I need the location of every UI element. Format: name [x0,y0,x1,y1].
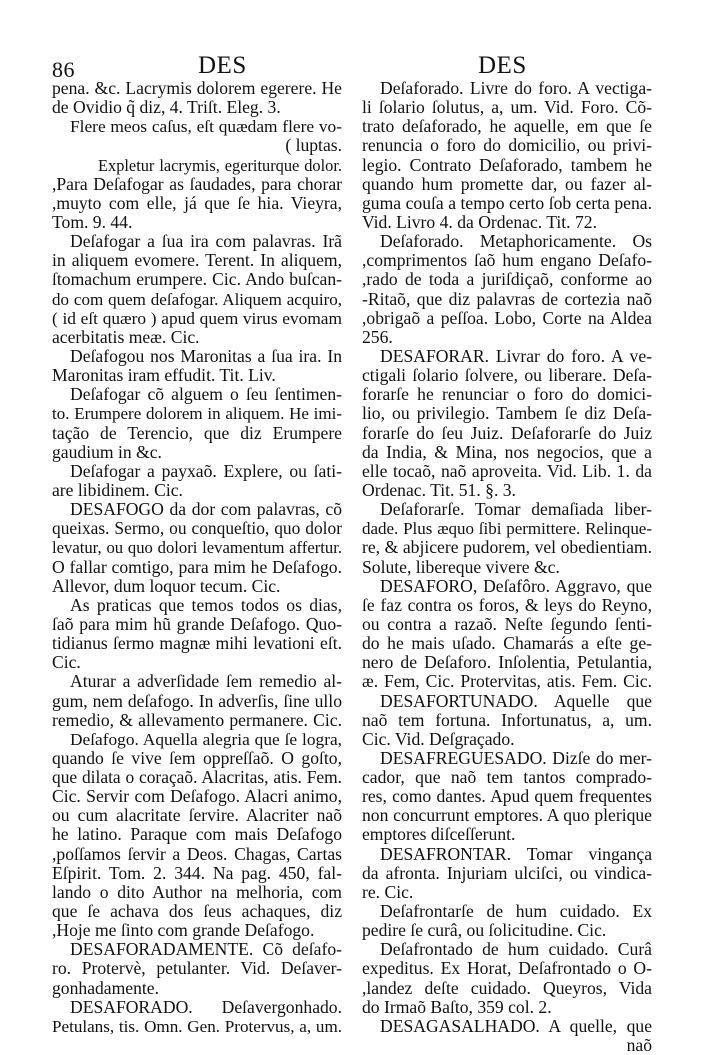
text-line: Tom. 9. 44. [52,212,133,232]
text-line: DESAFREGUESADO. Dizſe do mer- [380,748,652,768]
text-line: ( id eſt quæro ) apud quem virus evomam [52,308,342,328]
text-line: ( luptas. [285,136,342,156]
text-line: acerbitatis meæ. Cic. [52,327,200,347]
text-line: æ. Fem, Cic. Protervitas, atis. Fem. Cic. [362,672,652,692]
text-line: levatur, ou quo dolori levamentum affertur. [52,538,342,558]
text-line: da afronta. Injuriam ulciſci, ou vindica- [362,863,652,883]
text-line: O fallar comtigo, para mim he Deſafogo. [52,557,342,577]
text-line: ,poſſamos ſervir a Deos. Chagas, Cartas [52,844,342,864]
text-line: Petulans, tis. Omn. Gen. Protervus, a, um. [52,1016,342,1036]
text-line: non concurrunt emptores. A quo plerique [362,806,652,826]
text-line: dade. Plus æquo ſibi permittere. Relinque- [362,519,652,539]
right-running-head: DES [478,52,527,79]
text-line: to. Erumpere dolorem in aliquem. He imi- [52,404,342,424]
text-line: Expletur lacrymis, egeriturque dolor. [98,155,342,175]
text-line: Cic. Servir com Deſafogo. Alacri animo, [52,787,342,807]
text-line: gaudium in &c. [52,442,162,462]
text-line: cador, que naõ tem tantos comprado- [362,768,652,788]
text-line: ſaõ para mim hũ grande Deſafogo. Quo- [52,614,342,634]
text-line: DESAFORO, Deſafôro. Aggravo, que [380,576,652,596]
text-line: Maronitas iram effudit. Tit. Liv. [52,366,276,386]
text-line: gum, nem deſafogo. In adverſis, ſine ullo [52,691,342,711]
text-line: forarſe he renunciar o foro do domici- [362,385,652,405]
text-line: he latino. Paraque com mais Deſafogo [52,825,342,845]
text-line: guma couſa a tempo certo ſob certa pena. [362,193,652,213]
text-line: da India, & Mina, nos negocios, que a [362,442,652,462]
text-line: Aturar a adverſidade ſem remedio al- [70,672,342,692]
text-line: Deſafrontado de hum cuidado. Curâ [380,940,652,960]
text-line: Flere meos caſus, eſt quædam flere vo- [70,117,342,137]
text-line: DESAFOGO da dor com palavras, cõ [70,500,342,520]
text-line: Eſpirit. Tom. 2. 344. Na pag. 450, fal- [52,863,342,883]
text-line: ou cum alacritate ſervire. Alacriter naõ [52,806,342,826]
text-line: Vid. Livro 4. da Ordenac. Tit. 72. [362,212,597,232]
text-line: DESAGASALHADO. A quelle, que [380,1016,652,1036]
text-line: pena. &c. Lacrymis dolorem egerere. He [52,79,342,98]
text-line: ou contra a razaõ. Neſte ſegundo ſenti- [362,614,652,634]
text-line: ,rado de toda a juriſdiçaõ, conforme ao [362,270,652,290]
text-line: naõ [626,1036,652,1055]
text-line: Solute, libereque vivere &c. [362,557,560,577]
text-line: res, como dantes. Apud quem frequentes [362,787,652,807]
text-line: re. Cic. [362,882,414,902]
text-line: Deſafogar cõ alguem o ſeu ſentimen- [70,385,342,405]
text-line: ,obrigaõ a peſſoa. Lobo, Corte na Aldea [362,308,652,328]
text-line: DESAFORAR. Livrar do foro. A ve- [380,346,652,366]
text-line: trato deſaforado, he aquelle, em que ſe [362,117,652,137]
text-line: Deſaforado. Livre do foro. A vectiga- [380,79,652,98]
text-line: do Irmaõ Baſto, 359 col. 2. [362,997,552,1017]
text-line: ,landez deſte cuidado. Queyros, Vida [362,978,652,998]
text-line: in aliquem evomere. Terent. In aliquem, [52,251,342,271]
text-line: Deſafogo. Aquella alegria que ſe logra, [70,729,342,749]
text-line: Deſaforado. Metaphoricamente. Os [380,232,652,252]
text-line: queixas. Sermo, ou conqueſtio, quo dolor [52,519,342,539]
text-line: remedio, & allevamento permanere. Cic. [52,710,342,730]
text-line: DESAFORADO. Deſavergonhado. [70,997,342,1017]
text-line: gonhadamente. [52,978,159,998]
text-line: Cic. Vid. Deſgraçado. [362,729,515,749]
text-line: expeditus. Ex Horat, Deſafrontado o O- [362,959,652,979]
text-line: DESAFORTUNADO. Aquelle que [380,691,652,711]
text-line: are libidinem. Cic. [52,480,183,500]
text-line: tação de Terencio, que diz Erumpere [52,423,342,443]
right-column [362,79,652,1055]
text-line: 256. [362,327,393,347]
text-line: que ſe achava dos ſeus achaques, diz [52,902,342,922]
text-line: do he mais uſado. Chamarás a eſte ge- [362,634,652,654]
text-line: ſtomachum erumpere. Cic. Ando buſcan- [52,270,342,290]
text-line: DESAFORADAMENTE. Cõ deſafo- [70,940,342,960]
text-line: ,Hoje me ſinto com grande Deſafogo. [52,921,315,941]
text-line: que dilata o coraçaõ. Alacritas, atis. Fem. [52,768,342,788]
text-line: -Ritaõ, que diz palavras de cortezia naõ [362,289,652,309]
text-line: Allevor, dum loquor tecum. Cic. [52,576,281,596]
text-line: Ordenac. Tit. 51. §. 3. [362,480,516,500]
text-line: pedire ſe curâ, ou ſolicitudine. Cic. [362,921,607,941]
text-line: Deſaforarſe. Tomar demaſiada liber- [380,500,652,520]
text-line: Deſafogar a ſua ira com palavras. Irã [70,232,342,252]
text-line: ,muyto com elle, já que ſe hia. Vieyra, [52,193,342,213]
text-line: Deſafogou nos Maronitas a ſua ira. In [70,346,342,366]
text-line: forarſe do ſeu Juiz. Deſaforarſe do Juiz [362,423,652,443]
text-line: ,comprimentos ſaõ hum engano Deſafo- [362,251,652,271]
text-line: do com quem deſafogar. Aliquem acquiro, [52,289,342,309]
text-line: ſe faz contra os foros, & leys do Reyno, [362,595,652,615]
text-line: li ſolario ſolutus, a, um. Vid. Foro. Cõ- [362,98,652,118]
text-line: naõ tem fortuna. Infortunatus, a, um. [362,710,652,730]
text-line: DESAFRONTAR. Tomar vingança [380,844,652,864]
text-line: ,Para Deſafogar as ſaudades, para chorar [52,174,342,194]
text-line: re, & abjicere pudorem, vel obedientiam. [362,538,652,558]
text-line: lio, ou privilegio. Tambem ſe diz Deſa- [362,404,652,424]
left-running-head: DES [198,52,247,79]
text-line: Deſafogar a payxaõ. Explere, ou ſati- [70,461,342,481]
text-line: Cic. [52,653,81,673]
text-line: renuncia o foro do domicilio, ou privi- [362,136,652,156]
text-line: emptores diſceſſerunt. [362,825,516,845]
text-line: quando hum promette dar, ou fazer al- [362,174,652,194]
text-line: elle tocaõ, naõ aproveita. Vid. Lib. 1. da [362,461,652,481]
left-column [52,79,342,1036]
text-line: legio. Contrato Deſaforado, tambem he [362,155,652,175]
text-line: As praticas que temos todos os dias, [70,595,342,615]
page-number: 86 [52,57,75,82]
text-line: nero de Deſaforo. Inſolentia, Petulantia, [362,653,652,673]
text-line: de Ovidio q̃ diz, 4. Triſt. Eleg. 3. [52,98,281,118]
text-line: ro. Protervè, petulanter. Vid. Deſaver- [52,959,342,979]
text-line: Deſafrontarſe de hum cuidado. Ex [380,902,652,922]
text-line: ctigali ſolario ſolvere, ou liberare. Deſa- [362,366,652,386]
text-line: quando ſe vive ſem oppreſſaõ. O goſto, [52,748,342,768]
text-line: tidianus ſermo magnæ mihi levationi eſt. [52,634,342,654]
text-line: lando o dito Author na melhoria, com [52,882,342,902]
